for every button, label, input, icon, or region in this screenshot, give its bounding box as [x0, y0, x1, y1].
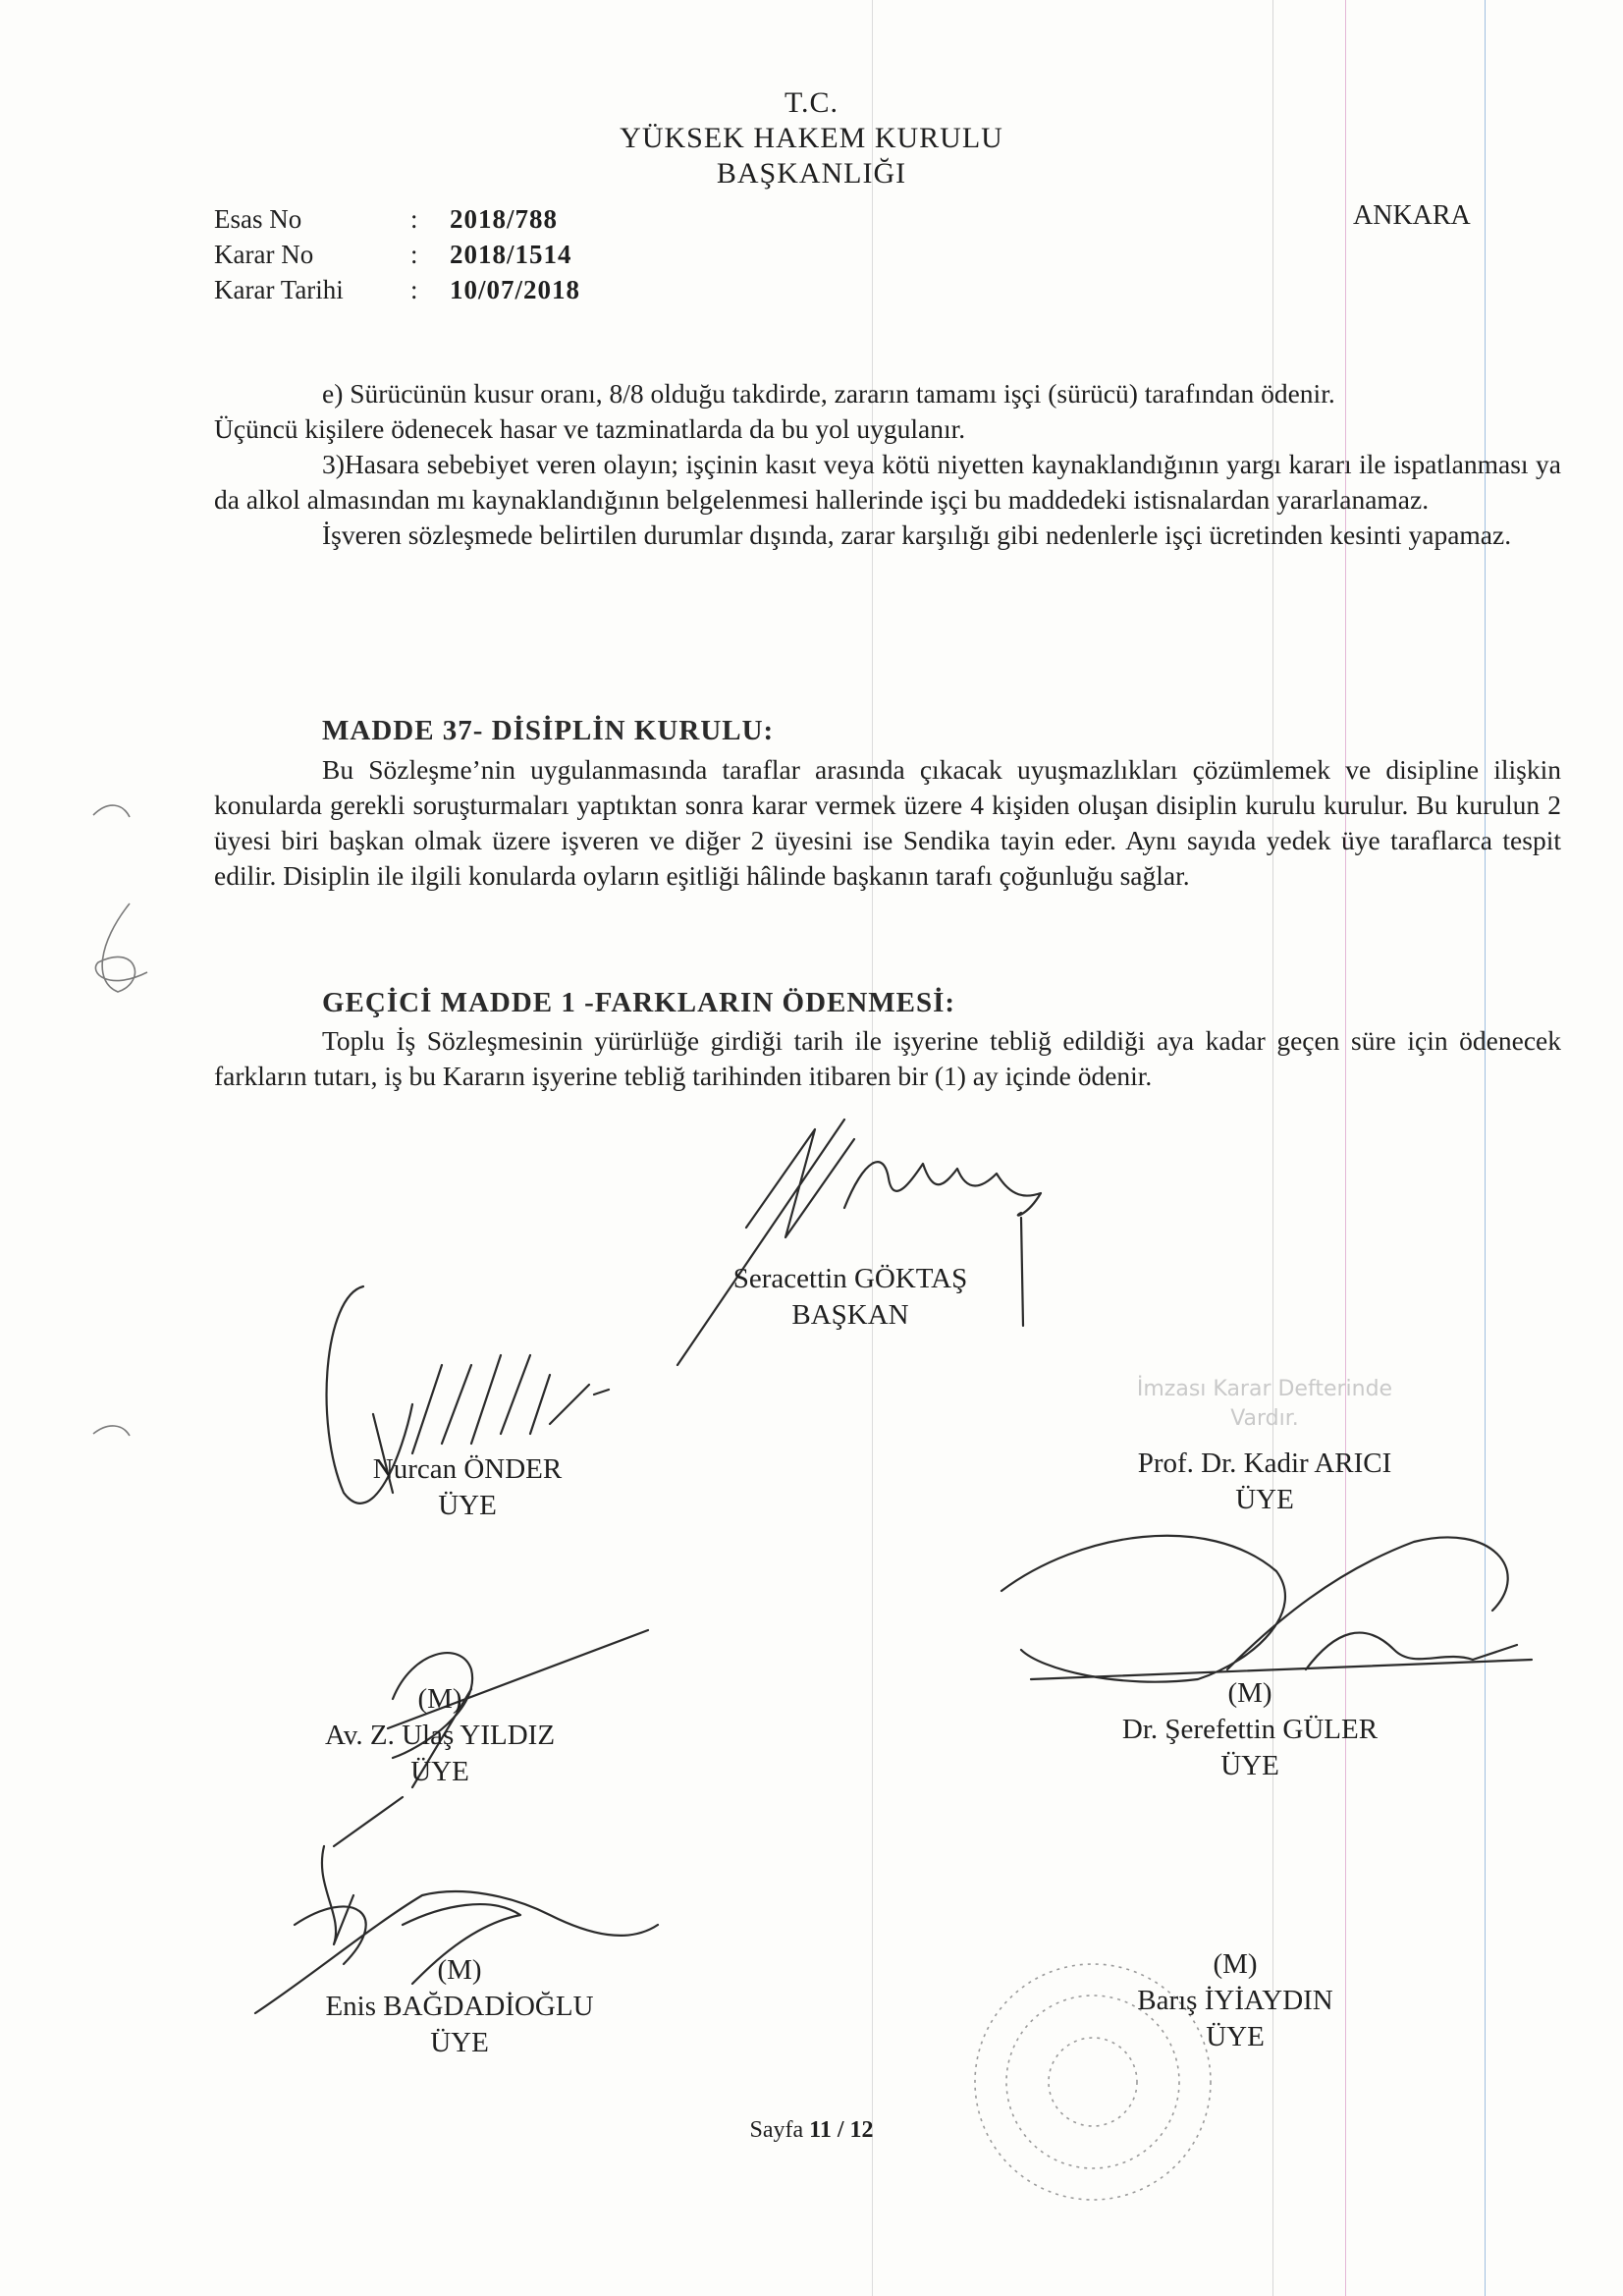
signatory-president-name: Seracettin GÖKTAŞ — [732, 1263, 968, 1294]
paragraph-3: 3)Hasara sebebiyet veren olayın; işçinin kasıt veya kötü niyetten kaynaklandığının yargı kararı ile ispatlanması ya da alkol almasından mı kaynaklandığının belgelenmesi hallerinde işçi bu maddedeki istisnalardan yararlanamaz. — [214, 449, 1561, 515]
signatory-arici-role: ÜYE — [1235, 1484, 1294, 1515]
page-number-total: 12 — [849, 2117, 874, 2143]
signatory-bagdadioglu-name: Enis BAĞDADİOĞLU — [325, 1991, 594, 2022]
signatory-yildiz-name: Av. Z. Ulaş YILDIZ — [324, 1720, 556, 1751]
signatory-iyiaydin-role: ÜYE — [1206, 2021, 1265, 2052]
paragraph-third-parties: Üçüncü kişilere ödenecek hasar ve tazminatlarda da bu yol uygulanır. — [214, 413, 966, 444]
signatory-iyiaydin — [1078, 1946, 1392, 2055]
esas-sep: : — [410, 204, 418, 234]
header-institution: YÜKSEK HAKEM KURULU — [620, 122, 1003, 154]
signature-note-line2: Vardır. — [1230, 1406, 1299, 1431]
page-number — [0, 2117, 1623, 2144]
signatory-guler-role: ÜYE — [1220, 1750, 1279, 1781]
article-37-title: MADDE 37- DİSİPLİN KURULU: — [322, 715, 775, 746]
signatory-arici — [1078, 1446, 1451, 1518]
page-number-current: 11 — [809, 2117, 832, 2143]
margin-initial — [95, 903, 147, 992]
signature-on-file-note — [1078, 1375, 1451, 1434]
page-number-sep: / — [831, 2117, 850, 2143]
karar-row — [214, 237, 580, 272]
tarih-row — [214, 272, 580, 307]
signatory-arici-name: Prof. Dr. Kadir ARICI — [1137, 1448, 1392, 1479]
signatory-guler — [1073, 1675, 1427, 1784]
body-section-1 — [214, 376, 1561, 553]
scan-line-1 — [872, 0, 873, 2296]
scan-line-4 — [1485, 0, 1486, 2296]
paragraph-deduction: İşveren sözleşmede belirtilen durumlar dışında, zarar karşılığı gibi nedenlerle işçi ücretinden kesinti yapamaz. — [322, 519, 1512, 550]
esas-value: 2018/788 — [450, 204, 559, 234]
signatory-yildiz — [283, 1681, 597, 1790]
article-37-text: Bu Sözleşme’nin uygulanmasında taraflar arasında çıkacak uyuşmazlıkları çözümlemek ve disipline ilişkin konularda gerekli soruşturmaları yaptıktan sonra karar vermek üzere 4 kişiden oluşan disiplin kurulu kurulur. Bu kurulun 2 üyesi biri başkan olmak üzere işveren ve diğer 2 üyesini ise Sendika tayin eder. Aynı sayıda yedek üye taraflarca tespit edilir. Disiplin ile ilgili konularda oyların eşitliği hâlinde başkanın tarafı çoğunluğu sağlar. — [214, 754, 1561, 891]
signatory-iyiaydin-mark: (M) — [1213, 1948, 1258, 1980]
header-tc: T.C. — [784, 86, 839, 119]
signatory-yildiz-role: ÜYE — [410, 1756, 469, 1787]
karar-sep: : — [410, 240, 418, 269]
margin-mark-2 — [93, 1426, 130, 1436]
margin-mark-1 — [93, 805, 130, 817]
esas-label: Esas No — [214, 204, 302, 234]
signatory-bagdadioglu-mark: (M) — [437, 1954, 482, 1986]
signatory-onder-role: ÜYE — [438, 1490, 497, 1521]
case-meta — [214, 201, 580, 307]
temporary-article-1-title: GEÇİCİ MADDE 1 -FARKLARIN ÖDENMESİ: — [322, 987, 956, 1018]
tarih-value: 10/07/2018 — [450, 275, 581, 304]
temporary-article-1-text: Toplu İş Sözleşmesinin yürürlüğe girdiği tarih ile işyerine tebliğ edildiği aya kadar geçen süre için ödenecek farkların tutarı, iş bu Kararın işyerine tebliğ tarihinden itibaren bir (1) ay içinde ödenir. — [214, 1025, 1561, 1091]
page-number-prefix: Sayfa — [749, 2117, 810, 2143]
signatory-bagdadioglu-role: ÜYE — [430, 2027, 489, 2058]
signatory-yildiz-mark: (M) — [417, 1683, 462, 1715]
header-presidency: BAŞKANLIĞI — [716, 157, 907, 190]
signatory-onder — [310, 1451, 624, 1524]
signature-note-line1: İmzası Karar Defterinde — [1136, 1377, 1393, 1401]
header-city: ANKARA — [1353, 200, 1471, 231]
tarih-label: Karar Tarihi — [214, 275, 344, 304]
karar-label: Karar No — [214, 240, 314, 269]
signature-guler — [1001, 1536, 1532, 1682]
signatory-president-role: BAŞKAN — [791, 1299, 909, 1331]
karar-value: 2018/1514 — [450, 240, 572, 269]
temporary-article-1-body — [214, 1023, 1561, 1094]
signatory-iyiaydin-name: Barış İYİAYDIN — [1137, 1985, 1333, 2016]
signatory-president — [693, 1261, 1007, 1334]
signatory-guler-name: Dr. Şerefettin GÜLER — [1121, 1714, 1379, 1745]
signatory-bagdadioglu — [283, 1952, 636, 2061]
paragraph-e: e) Sürücünün kusur oranı, 8/8 olduğu takdirde, zararın tamamı işçi (sürücü) tarafından ödenir. — [322, 378, 1335, 409]
article-37-body — [214, 752, 1561, 894]
tarih-sep: : — [410, 275, 418, 304]
esas-row — [214, 201, 580, 237]
signatory-guler-mark: (M) — [1227, 1677, 1272, 1709]
signatory-onder-name: Nurcan ÖNDER — [372, 1453, 563, 1485]
